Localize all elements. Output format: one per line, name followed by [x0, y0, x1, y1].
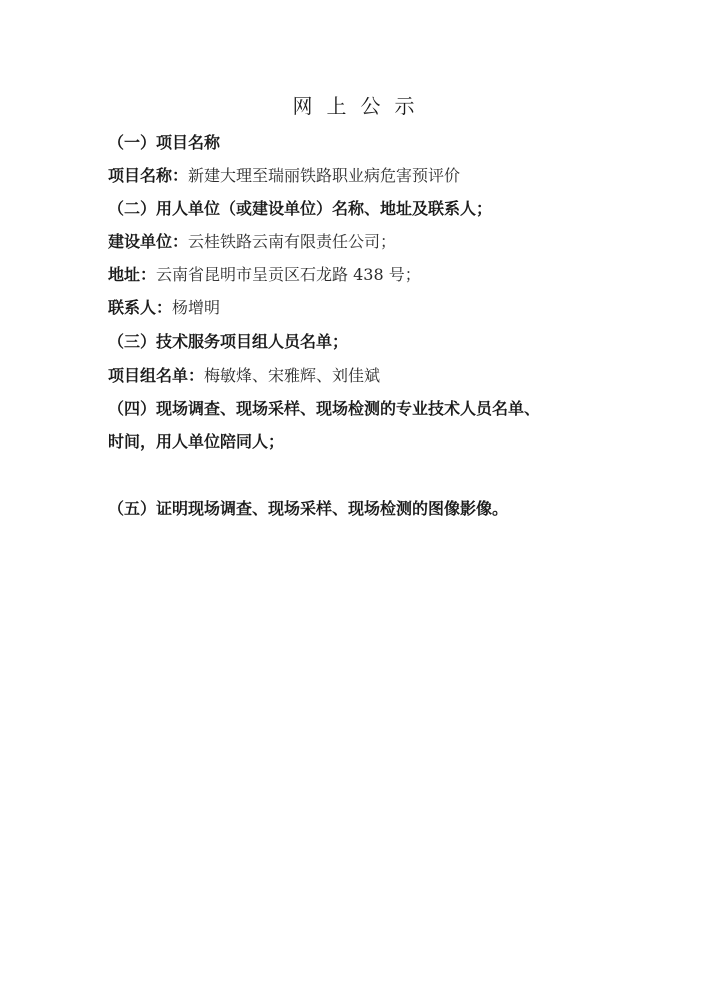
address-row [108, 265, 421, 285]
address-value: 云南省昆明市呈贡区石龙路 438 号； [156, 265, 421, 284]
section-3-heading: （三）技术服务项目组人员名单； [108, 332, 349, 351]
document-title: 网上公示 [292, 94, 429, 118]
section-1-heading: （一）项目名称 [108, 133, 221, 152]
team-label: 项目组名单： [108, 366, 205, 385]
builder-value: 云桂铁路云南有限责任公司； [188, 232, 397, 251]
contact-row [108, 298, 220, 318]
team-row [108, 366, 380, 386]
section-4-heading-line-1: （四）现场调查、现场采样、现场检测的专业技术人员名单、 [108, 399, 541, 418]
section-2-heading: （二）用人单位（或建设单位）名称、地址及联系人； [108, 199, 493, 218]
section-4-heading-line-2: 时间，用人单位陪同人； [108, 432, 285, 451]
builder-row [108, 232, 396, 252]
team-value: 梅敏烽、宋雅辉、刘佳斌 [204, 366, 381, 385]
project-name-value: 新建大理至瑞丽铁路职业病危害预评价 [188, 166, 461, 185]
contact-label: 联系人： [108, 298, 173, 317]
project-name-label: 项目名称： [108, 166, 189, 185]
contact-value: 杨增明 [172, 298, 221, 317]
address-label: 地址： [108, 265, 157, 284]
project-name-row [108, 166, 460, 186]
builder-label: 建设单位： [108, 232, 189, 251]
section-5-heading: （五）证明现场调查、现场采样、现场检测的图像影像。 [108, 499, 509, 518]
